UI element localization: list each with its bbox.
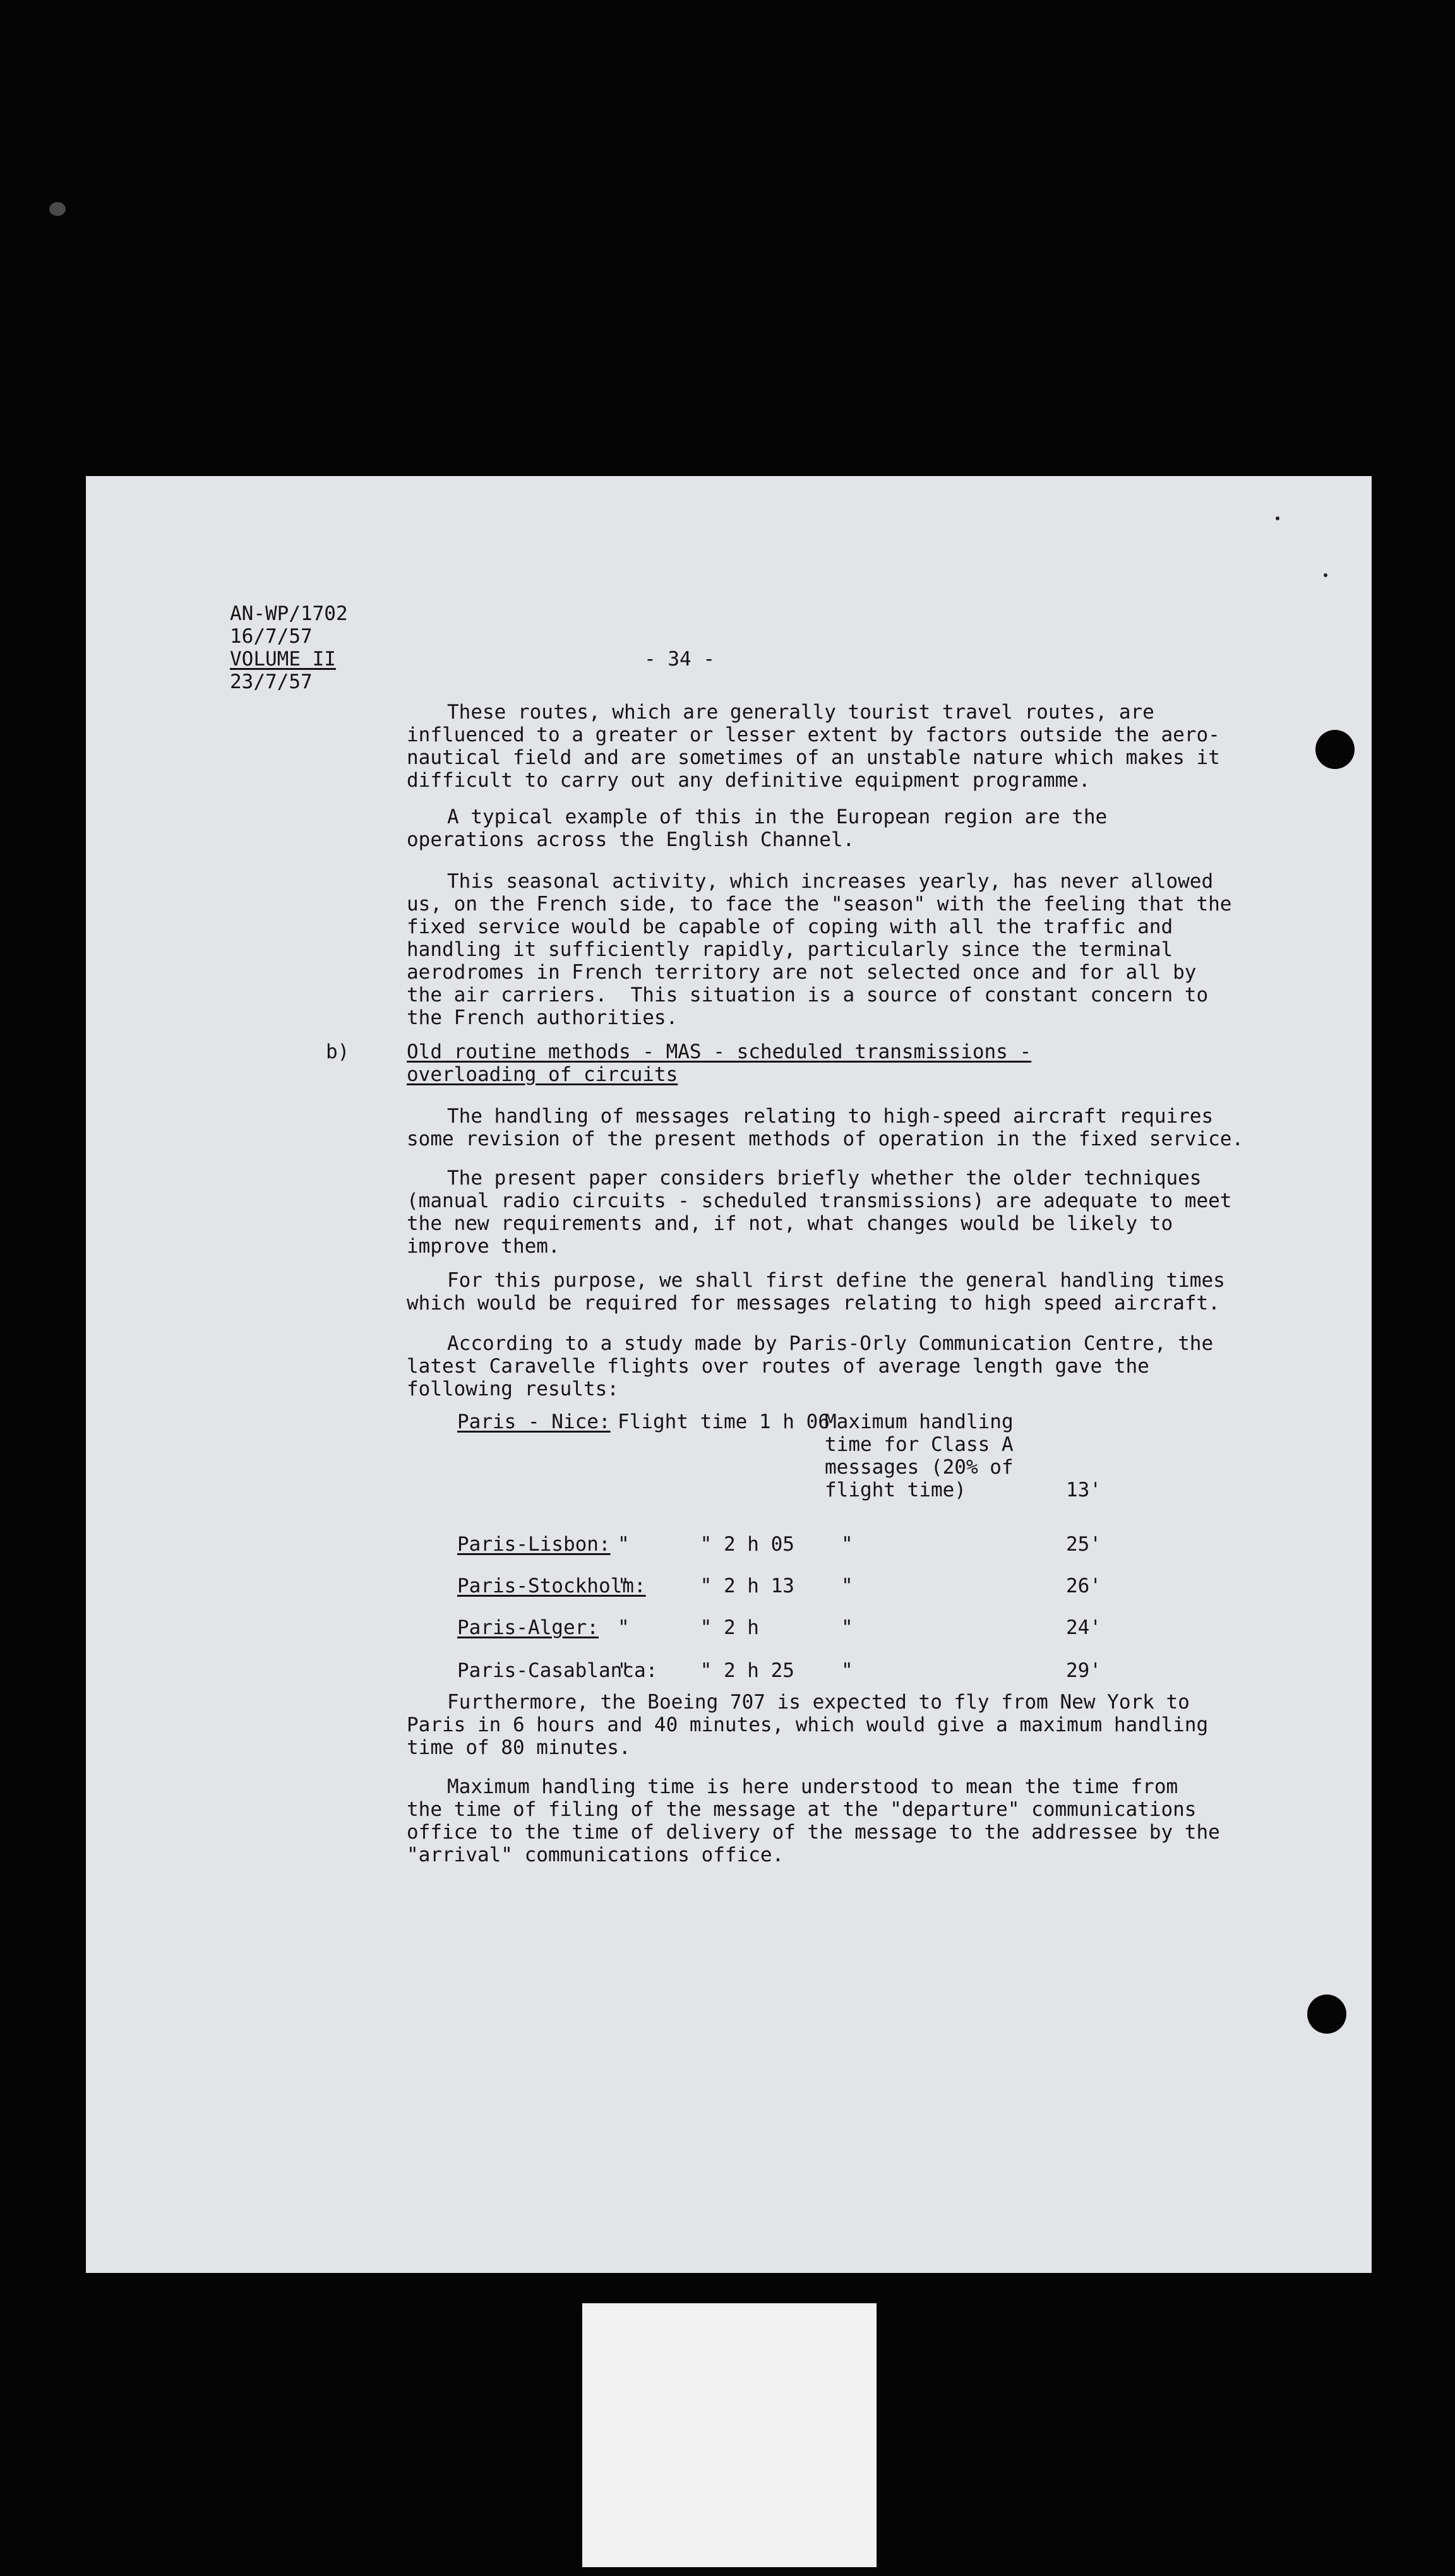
ref-line: AN-WP/1702: [230, 602, 348, 625]
paragraph-text: The present paper considers briefly whether the older techniques (manual radio circuits - scheduled transmissions) are adequate to meet the new requirements and, if not, what changes would be likely to improve them.: [407, 1167, 1232, 1258]
flight-times-table: [370, 1410, 1191, 1701]
punch-hole-bottom: [1307, 1995, 1346, 2034]
punch-hole-top: [1315, 730, 1355, 769]
paragraph-text: The handling of messages relating to high-speed aircraft requires some revision of the present methods of operation in the fixed service.: [407, 1105, 1244, 1150]
paragraph: [407, 701, 1220, 792]
paragraph: [407, 1775, 1220, 1866]
max-handling-time: 29': [1066, 1659, 1101, 1682]
paragraph-text: These routes, which are generally tourist travel routes, are influenced to a greater or lesser extent by factors outside the aero- nautical field and are sometimes of an unstable nature which makes it difficult to carry out any definitive equipment programme.: [407, 701, 1220, 792]
paragraph-text: Maximum handling time is here understood to mean the time from the time of filing of the message at the "departure" communications office to the time of delivery of the message to the addressee by the "arrival" communications office.: [407, 1775, 1220, 1866]
paragraph: [407, 806, 1107, 851]
paragraph: [407, 1269, 1225, 1315]
paragraph-text: Furthermore, the Boeing 707 is expected to fly from New York to Paris in 6 hours and 40 minutes, which would give a maximum handling time of 80 minutes.: [407, 1691, 1209, 1759]
paragraph-text: According to a study made by Paris-Orly Communication Centre, the latest Caravelle flights over routes of average length gave the following results:: [407, 1332, 1214, 1400]
paragraph: [407, 870, 1231, 1029]
page-number: - 34 -: [644, 648, 715, 671]
paragraph: [407, 1691, 1208, 1759]
paragraph-text: A typical example of this in the European region are the operations across the English Channel.: [407, 806, 1108, 851]
paragraph-text: For this purpose, we shall first define the general handling times which would be required for messages relating to high speed aircraft.: [407, 1269, 1225, 1315]
film-speck: [49, 202, 66, 216]
flight-time: Flight time 1 h 06: [618, 1410, 830, 1433]
blank-label-sticker: [582, 2303, 877, 2567]
ditto-mark: ": [841, 1533, 853, 1556]
max-handling-header: Maximum handling time for Class A messages (20% of flight time): [825, 1410, 1014, 1501]
max-handling-time: 24': [1066, 1616, 1101, 1639]
paragraph: [407, 1105, 1243, 1150]
ditto-mark: ": [841, 1616, 853, 1639]
section-title: Old routine methods - MAS - scheduled transmissions - overloading of circuits: [407, 1041, 1032, 1086]
ref-line: 23/7/57: [230, 671, 313, 693]
flight-time: " " 2 h 25: [618, 1659, 794, 1682]
page-blemish: [1276, 516, 1279, 520]
page-blemish: [1324, 573, 1327, 577]
route-name: Paris - Nice:: [457, 1410, 611, 1433]
flight-time: " " 2 h: [618, 1616, 759, 1639]
route-name: Paris-Casablanca:: [457, 1659, 658, 1682]
section-label: b): [326, 1041, 350, 1063]
paragraph: [407, 1167, 1231, 1258]
route-name: Paris-Lisbon:: [457, 1533, 611, 1556]
max-handling-time: 25': [1066, 1533, 1101, 1556]
paragraph: [407, 1332, 1213, 1400]
flight-time: " " 2 h 13: [618, 1575, 794, 1597]
paragraph-text: This seasonal activity, which increases yearly, has never allowed us, on the French side, to face the "season" with the feeling that the fixed service would be capable of coping with all the traffic and handling it sufficiently rapidly, particularly since the terminal aerodromes in French territory are not selected once and for all by the air carriers. This situation is a source of constant concern to the French authorities.: [407, 870, 1232, 1029]
ditto-mark: ": [841, 1575, 853, 1597]
max-handling-time: 13': [1066, 1479, 1101, 1501]
ref-line: VOLUME II: [230, 648, 336, 671]
ditto-mark: ": [841, 1659, 853, 1682]
flight-time: " " 2 h 05: [618, 1533, 794, 1556]
route-name: Paris-Alger:: [457, 1616, 599, 1639]
ref-line: 16/7/57: [230, 625, 313, 648]
route-name: Paris-Stockholm:: [457, 1575, 646, 1597]
document-reference: [230, 602, 348, 693]
document-page: [86, 476, 1372, 2273]
max-handling-time: 26': [1066, 1575, 1101, 1597]
